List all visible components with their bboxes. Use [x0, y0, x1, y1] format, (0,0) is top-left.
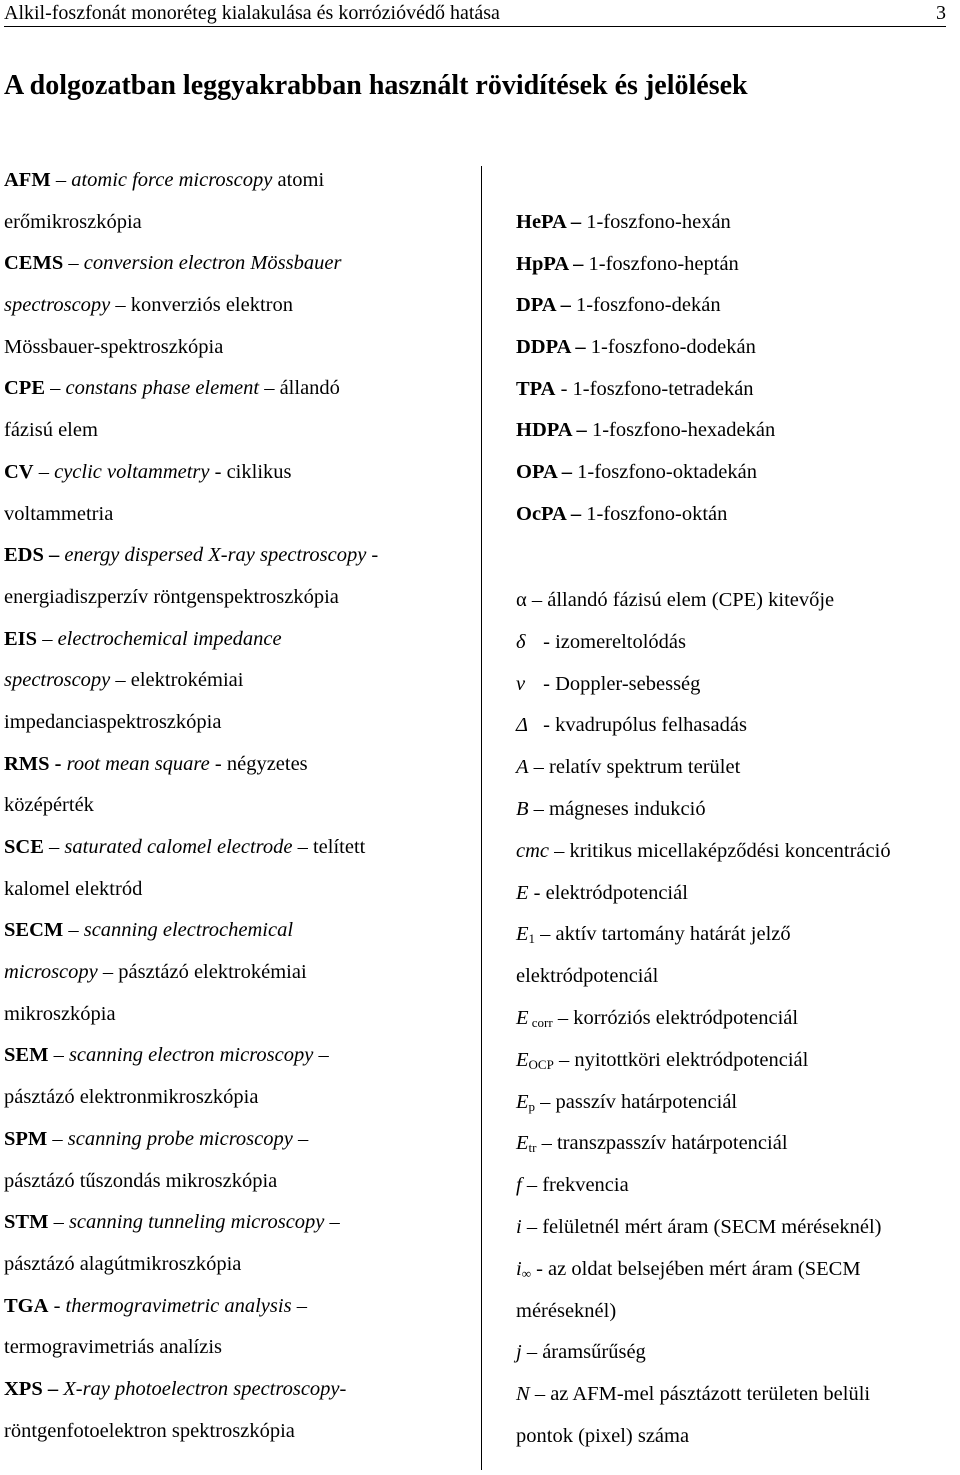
entry-line [516, 664, 956, 706]
page-title: A dolgozatban leggyakrabban használt rövidítések és jelölések [4, 70, 748, 101]
entry-line [4, 827, 474, 869]
entry-line [4, 577, 474, 619]
entry-line [516, 1374, 956, 1416]
definition: – konverziós elektron [110, 294, 294, 317]
abbreviation: EIS [4, 627, 38, 650]
definition: – [324, 1211, 340, 1234]
term-italic: i [516, 1215, 522, 1238]
entry-line [4, 368, 474, 410]
definition: - [339, 1377, 347, 1400]
abbreviation: HDPA – [516, 419, 587, 442]
abbreviation: CEMS [4, 252, 64, 275]
definition: 1-foszfono-heptán [583, 252, 739, 275]
entry-line [4, 1369, 474, 1411]
term-italic: cyclic voltammetry [54, 460, 210, 483]
entry-line [516, 369, 956, 411]
entry-line [4, 952, 474, 994]
entry-line [516, 580, 956, 622]
definition: – korróziós elektródpotenciál [552, 1006, 799, 1029]
abbreviation: TGA [4, 1294, 49, 1317]
definition: atomi [272, 169, 325, 191]
definition: – relatív spektrum terület [528, 756, 741, 779]
definition: – pásztázó elektrokémiai [97, 961, 307, 984]
definition: – [313, 1044, 329, 1067]
entry-line [4, 1035, 474, 1077]
definition: - az oldat belsejében mért áram (SECM [530, 1257, 861, 1280]
definition: pásztázó alagútmikroszkópia [4, 1252, 242, 1275]
abbreviation: SCE [4, 836, 44, 858]
symbols-column [516, 580, 956, 1458]
term-italic: i [516, 1257, 522, 1280]
symbol: Δ [516, 714, 529, 737]
separator: – [63, 252, 84, 275]
definition: - [366, 544, 379, 567]
term-italic: A [516, 756, 529, 779]
term-italic: spectroscopy [4, 669, 111, 692]
definition: - ciklikus [209, 460, 292, 483]
abbreviation: RMS - [4, 752, 62, 775]
term-italic: electrochemical impedance [57, 627, 282, 650]
separator: – [45, 377, 66, 400]
definition: középérték [4, 794, 94, 817]
abbreviation: SECM [4, 919, 64, 942]
definition: 1-foszfono-dodekán [585, 336, 756, 359]
entry-line [516, 327, 956, 369]
definition: 1-foszfono-dekán [570, 294, 721, 317]
entry-line [516, 1207, 956, 1249]
definition: – aktív tartomány határát jelző [535, 923, 791, 946]
entry-line [516, 705, 956, 747]
entry-line [4, 1077, 474, 1119]
entry-line [4, 702, 474, 744]
entry-line [4, 744, 474, 786]
running-header [4, 2, 946, 27]
definition: – nyitottköri elektródpotenciál [553, 1048, 809, 1071]
entry-line [516, 1040, 956, 1082]
definition: fázisú elem [4, 419, 98, 442]
term-italic: cmc [516, 839, 550, 862]
term-italic: atomic force microscopy [71, 169, 273, 191]
term-italic: constans phase element [65, 377, 260, 400]
abbreviation: OcPA – [516, 502, 582, 525]
abbreviation: OPA – [516, 461, 572, 484]
abbreviation: AFM [4, 169, 51, 191]
term-italic: spectroscopy [4, 294, 111, 317]
definition: – mágneses indukció [528, 797, 706, 820]
entry-line [4, 410, 474, 452]
definition: 1-foszfono-oktán [581, 502, 728, 525]
entry-line [516, 244, 956, 286]
definition: elektródpotenciál [516, 965, 659, 988]
separator: – [48, 1211, 69, 1234]
definition: – [292, 1127, 309, 1150]
separator: – [43, 836, 65, 858]
entry-line [4, 1244, 474, 1286]
entry-line [4, 869, 474, 911]
definition: kalomel elektród [4, 877, 143, 900]
term-italic: thermogravimetric analysis [65, 1294, 292, 1317]
entry-line [516, 1332, 956, 1374]
subscript: OCP [528, 1056, 554, 1072]
definition: voltammetria [4, 502, 114, 525]
definition: – kritikus micellaképződési koncentráció [549, 839, 891, 862]
entry-line [516, 202, 956, 244]
entry-line [516, 494, 956, 536]
entry-line [516, 789, 956, 831]
definition: – telített [292, 836, 366, 858]
abbreviation: HpPA – [516, 252, 584, 275]
entry-line [516, 998, 956, 1040]
separator: – [48, 1044, 69, 1067]
entry-line [4, 1286, 474, 1328]
entry-line [4, 1202, 474, 1244]
definition: termogravimetriás analízis [4, 1336, 223, 1359]
symbol: ν [516, 672, 526, 695]
term-italic: scanning electrochemical [83, 919, 294, 942]
term-italic: N [516, 1383, 530, 1406]
definition: méréseknél) [516, 1299, 617, 1322]
term-italic: conversion electron Mössbauer [83, 252, 342, 275]
entry-line [4, 910, 474, 952]
definition: pásztázó tűszondás mikroszkópia [4, 1169, 278, 1192]
abbreviation: DDPA – [516, 336, 586, 359]
entry-line [4, 160, 474, 202]
entry-line [4, 1411, 474, 1453]
entry-line [516, 452, 956, 494]
separator: – [63, 919, 84, 942]
definition: 1-foszfono-hexán [581, 211, 731, 233]
definition: - Doppler-sebesség [538, 672, 701, 695]
compound-abbreviations-column [516, 202, 956, 536]
term-italic: energy dispersed X-ray spectroscopy [64, 544, 367, 567]
abbreviation: SPM [4, 1127, 48, 1150]
term-italic: scanning probe microscopy [67, 1127, 293, 1150]
subscript: corr [528, 1014, 553, 1030]
term-italic: scanning electron microscopy [68, 1044, 314, 1067]
entry-line [4, 285, 474, 327]
definition: impedanciaspektroszkópia [4, 710, 222, 733]
definition: mikroszkópia [4, 1002, 116, 1025]
abbreviation: TPA [516, 377, 556, 400]
entry-line [516, 956, 956, 998]
term-italic: B [516, 797, 529, 820]
entry-line [4, 243, 474, 285]
abbreviation: XPS – [4, 1377, 59, 1400]
term-italic: E [516, 881, 529, 904]
entry-line [4, 1119, 474, 1161]
page-number: 3 [936, 2, 946, 24]
term-italic: microscopy [4, 961, 98, 984]
entry-line [4, 494, 474, 536]
separator: – [37, 627, 58, 650]
abbreviation: STM [4, 1211, 49, 1234]
entry-line [4, 202, 474, 244]
term-italic: scanning tunneling microscopy [68, 1211, 325, 1234]
entry-line [4, 660, 474, 702]
definition: – állandó [259, 377, 340, 400]
abbreviation: DPA – [516, 294, 571, 317]
definition: Mössbauer-spektroszkópia [4, 335, 224, 358]
separator: – [33, 460, 55, 483]
separator: – [47, 1127, 68, 1150]
term-italic: j [516, 1341, 522, 1364]
column-divider [481, 166, 482, 1470]
term-italic: E [516, 923, 529, 946]
subscript: 1 [528, 931, 536, 947]
term-italic: X-ray photoelectron spectroscopy [63, 1377, 340, 1400]
entry-line [516, 1416, 956, 1458]
entry-line [516, 285, 956, 327]
definition: 1-foszfono-hexadekán [586, 419, 776, 442]
abbreviation: CV [4, 460, 34, 483]
abbreviations-left-column [4, 160, 474, 1452]
entry-line [4, 1327, 474, 1369]
definition: – elektrokémiai [110, 669, 244, 692]
entry-line [516, 1165, 956, 1207]
symbol: α [516, 589, 527, 611]
definition: – áramsűrűség [521, 1341, 646, 1364]
entry-line [516, 873, 956, 915]
term-italic: E [516, 1048, 529, 1071]
entry-line [4, 619, 474, 661]
definition: pontok (pixel) száma [516, 1424, 690, 1447]
running-header-title: Alkil-foszfonát monoréteg kialakulása és korrózióvédő hatása [4, 2, 500, 24]
definition: – passzív határpotenciál [535, 1090, 738, 1113]
term-italic: E [516, 1132, 529, 1155]
abbreviation: CPE [4, 377, 45, 400]
abbreviation: SEM [4, 1044, 49, 1067]
separator: – [50, 169, 72, 191]
separator: - [48, 1294, 66, 1317]
definition: energiadiszperzív röntgenspektroszkópia [4, 585, 339, 608]
term-italic: E [516, 1090, 529, 1113]
definition: - elektródpotenciál [528, 881, 688, 904]
entry-line [516, 1123, 956, 1165]
entry-line [516, 1082, 956, 1124]
subscript: tr [528, 1140, 537, 1156]
entry-line [516, 622, 956, 664]
entry-line [516, 831, 956, 873]
entry-line [516, 914, 956, 956]
term-italic: saturated calomel electrode [64, 836, 293, 858]
definition: pásztázó elektronmikroszkópia [4, 1086, 259, 1109]
definition: - kvadrupólus felhasadás [538, 714, 747, 737]
symbol: δ [516, 630, 526, 653]
abbreviation: HePA – [516, 211, 582, 233]
term-italic: E [516, 1006, 529, 1029]
subscript: p [528, 1098, 536, 1114]
entry-line [4, 994, 474, 1036]
abbreviation: EDS – [4, 544, 60, 567]
term-italic: f [516, 1174, 522, 1197]
definition: – az AFM-mel pásztázott területen belüli [529, 1383, 871, 1406]
subscript: ∞ [521, 1265, 531, 1281]
definition: - izomereltolódás [538, 630, 687, 653]
entry-line [516, 747, 956, 789]
definition: - 1-foszfono-tetradekán [555, 377, 754, 400]
entry-line [4, 535, 474, 577]
definition: röntgenfotoelektron spektroszkópia [4, 1419, 295, 1442]
entry-line [516, 410, 956, 452]
definition: – állandó fázisú elem (CPE) kitevője [526, 589, 835, 611]
definition: – felületnél mért áram (SECM méréseknél) [521, 1215, 882, 1238]
definition: - négyzetes [209, 752, 308, 775]
definition: – transzpasszív határpotenciál [536, 1132, 788, 1155]
entry-line [4, 452, 474, 494]
definition: 1-foszfono-oktadekán [572, 461, 758, 484]
entry-line [516, 1249, 956, 1291]
entry-line [4, 1161, 474, 1203]
term-italic: root mean square [66, 752, 210, 775]
entry-line [4, 327, 474, 369]
definition: – [291, 1294, 307, 1317]
definition: – frekvencia [521, 1174, 629, 1197]
definition: erőmikroszkópia [4, 210, 142, 233]
entry-line [516, 1291, 956, 1333]
entry-line [4, 785, 474, 827]
